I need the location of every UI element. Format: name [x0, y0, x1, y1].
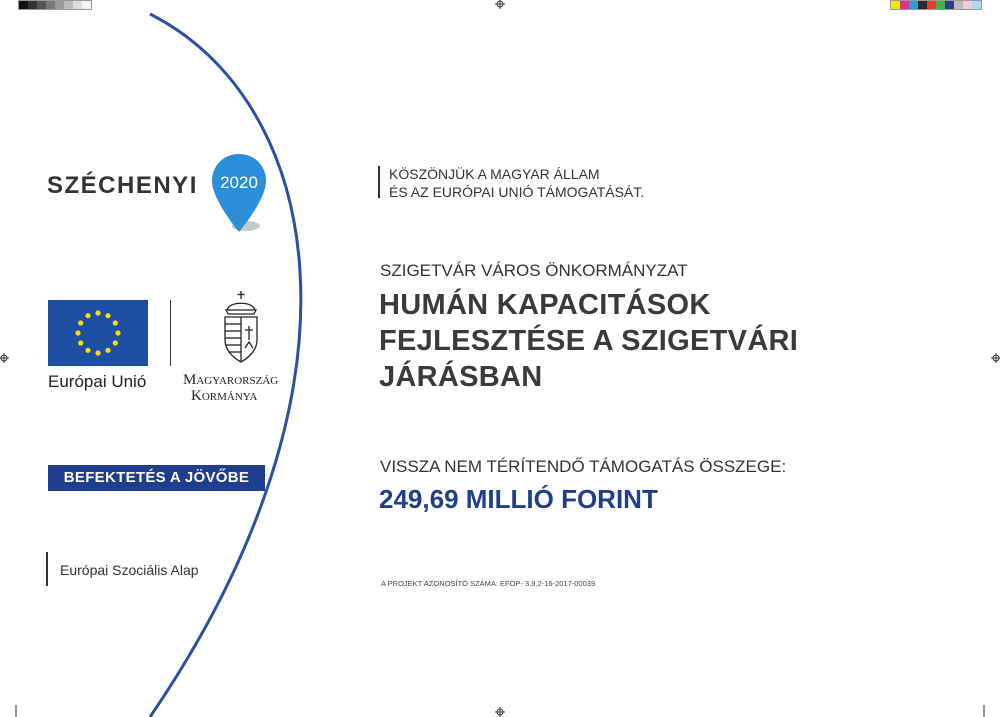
szechenyi-wordmark: SZÉCHENYI [47, 172, 198, 199]
government-line-2: Kormánya [191, 388, 258, 404]
thanks-text [389, 165, 644, 201]
support-label: VISSZA NEM TÉRÍTENDŐ TÁMOGATÁS ÖSSZEGE: [380, 457, 787, 476]
logo-divider [170, 300, 171, 366]
szechenyi-pin-icon [210, 152, 272, 236]
fund-divider [46, 552, 48, 586]
eu-label: Európai Unió [48, 372, 147, 391]
government-label [183, 372, 278, 404]
project-title-line-1: HUMÁN KAPACITÁSOK [379, 289, 711, 321]
thanks-line-2: ÉS AZ EURÓPAI UNIÓ TÁMOGATÁSÁT. [389, 184, 645, 200]
project-id: A PROJEKT AZONOSÍTÓ SZÁMA: EFOP- 3.9.2-16-2017-00039 [381, 579, 596, 588]
szechenyi-year: 2020 [220, 173, 258, 192]
organization-name: SZIGETVÁR VÁROS ÖNKORMÁNYZAT [380, 261, 688, 280]
project-title-line-3: JÁRÁSBAN [379, 361, 543, 393]
fund-name: Európai Szociális Alap [60, 562, 199, 578]
eu-flag-icon [48, 300, 148, 366]
thanks-line-1: KÖSZÖNJÜK A MAGYAR ÁLLAM [389, 166, 600, 182]
support-amount: 249,69 MILLIÓ FORINT [379, 484, 658, 514]
thanks-divider [378, 166, 380, 198]
project-title [379, 287, 798, 395]
government-line-1: Magyarország [183, 372, 279, 388]
coat-of-arms-icon [219, 290, 263, 366]
invest-banner: BEFEKTETÉS A JÖVŐBE [48, 465, 265, 491]
project-title-line-2: FEJLESZTÉSE A SZIGETVÁRI [379, 325, 799, 357]
